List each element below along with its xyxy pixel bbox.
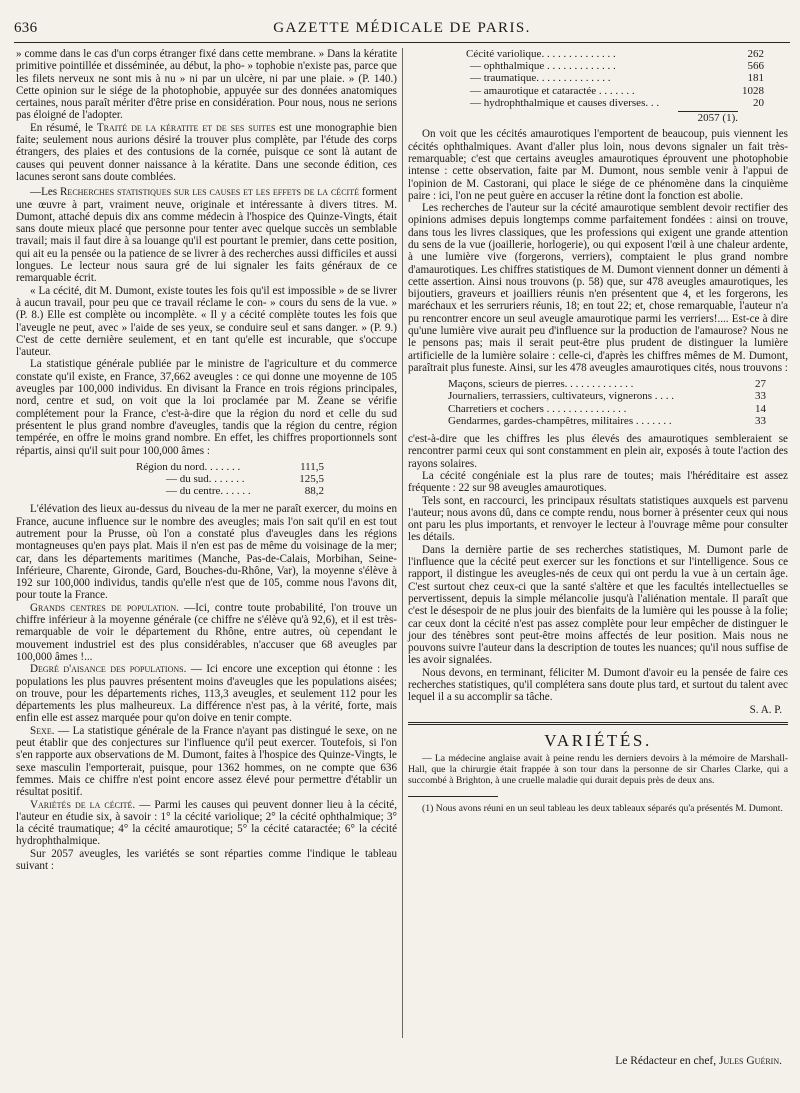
table-value: 181 <box>747 72 764 85</box>
page-number: 636 <box>14 20 38 36</box>
section-heading: Grands centres de population. <box>30 601 179 614</box>
table-label: Région du nord. . . . . . . <box>136 460 241 473</box>
book-title: Traité de la kératite et de ses suites <box>96 121 276 134</box>
page-header <box>14 20 790 43</box>
paragraph: Les recherches de l'auteur sur la cécité amaurotique semblent devoir rectifier des opinions admises depuis longtemps comme parfaitement fondées : ainsi on trouve, dans tous les livres classiques, que les professions qui exigent une grande attention du sens de la vue (joaillerie, horlogerie), ou qui exposent l'œil à une chaleur ardente, à une lumière vive (forgerons, verriers), comptaient le plus grand nombre d'amaurotiques. Les chiffres statistiques de M. Dumont viennent donner un démenti à cette assertion. Ainsi nous trouvons (p. 58) que, sur 478 aveugles amaurotiques, les bijoutiers, graveurs et joailliers réunis n'en présentent que 4, et les forgerons, les maréchaux et les serruriers réunis, 18; en tout 22; et, chose remarquable, l'auteur n'a pu rencontrer encore un seul aveugle amaurotique parmi les verriers!.... Est-ce à dire qu'une lumière vive aurait peu d'influence sur la production de l'amaurose? Nous ne le pensons pas; mais il serait peut-être plus prudent de distinguer la lumière artificielle de la lumière solaire : celle-ci, d'après les chiffres mêmes de M. Dumont, paraîtrait plus funeste. Ainsi, sur les 478 aveugles amaurotiques cités, nous trouvons : <box>408 202 788 374</box>
table-row <box>466 97 766 109</box>
paragraph: Sur 2057 aveugles, les variétés se sont réparties comme l'indique le tableau suivant : <box>16 847 397 873</box>
table-label: Cécité variolique. . . . . . . . . . . . . . <box>466 48 616 60</box>
footnote: (1) Nous avons réuni en un seul tableau les deux tableaux séparés qu'a présentés M. Dumont. <box>422 803 783 815</box>
table-label: Gendarmes, gardes-champêtres, militaires . . . . . . . <box>448 414 672 427</box>
paragraph <box>16 725 397 799</box>
section-heading: Variétés de la cécité. <box>30 798 136 811</box>
table-label: Maçons, scieurs de pierres. . . . . . . . . . . . . <box>448 378 634 391</box>
table-row <box>136 461 326 473</box>
text-run: — Ici encore une exception qui étonne : les populations les plus pauvres présentent moins d'aveugles que les populations aisées; on trouve, pour les départements riches, 113,3 aveugles, et seulement 112 pour les départements les plus malheureux. La différence n'est pas, à la vérité, forte, mais enfin elle est assez marquée pour qu'on doive en tenir compte. <box>16 663 398 725</box>
editor-name: Jules Guérin. <box>719 1055 782 1067</box>
table-row <box>448 415 768 427</box>
table-value: 262 <box>747 48 764 60</box>
table-label: — hydrophthalmique et causes diverses. . . <box>470 96 660 109</box>
table-value: 33 <box>755 414 766 427</box>
section-divider <box>408 722 788 725</box>
table-label: — du centre. . . . . . <box>166 485 251 498</box>
paragraph: On voit que les cécités amaurotiques l'emportent de beaucoup, puis viennent les cécités ophthalmiques. Avant d'aller plus loin, nous devons signaler un fait très-remarquable; c'est que certains aveugles amaurotiques éprouvent une photophobie intense : cette observation, faite par M. Dumont, nous semble venir à l'appui de l'opinion de M. Castorani, qui place le siége de ce phénomène dans la cinquième paire : ici, l'on ne peut guère en accuser la rétine dont la fonction est abolie. <box>408 128 788 202</box>
text-run: forment une œuvre à part, vraiment neuve, originale et intéressante à divers titres. M. Dumont, attaché depuis dix ans comme médecin à l'hospice des Quinze-Vingts, était sans doute mieux placé que personne pour tenter avec quelque succès un semblable travail; mais il faut dire à sa louange qu'il est pourtant le premier, dans cette position, qui ait eu la pensée ou la patience de se livrer à des recherches aussi difficiles et aussi longues. Le lecteur nous saura gré de lui signaler les faits généraux de ce remarquable écrit. <box>16 186 397 285</box>
paragraph: La cécité congéniale est la plus rare de toutes; mais l'héréditaire est assez fréquente : 22 sur 98 aveugles amaurotiques. <box>408 469 788 495</box>
table-total: 2057 (1). <box>678 111 738 124</box>
profession-table <box>448 378 768 427</box>
table-value: 88,2 <box>304 485 324 498</box>
paragraph: Nous devons, en terminant, féliciter M. Dumont d'avoir eu la pensée de faire ces recherches statistiques, qu'il complétera sans doute plus tard, et surtout du talent avec lequel il a su accomplir sa tâche. <box>408 666 788 704</box>
text-run: — Parmi les causes qui peuvent donner lieu à la cécité, l'auteur en étudie six, à savoir : 1° la cécité variolique; 2° la cécité ophthalmique; 3° la cécité traumatique; 4° la cécité amaurotique; 5° la cécité cataractée; 6° la cécité hydrophthalmique. <box>16 798 397 848</box>
table-value: 20 <box>753 96 764 109</box>
table-label: Charretiers et cochers . . . . . . . . . . . . . . . <box>448 402 627 415</box>
paragraph: L'élévation des lieux au-dessus du niveau de la mer ne paraît exercer, du moins en France, aucune influence sur le nombre des aveugles; mais l'on sait qu'il en est tout autrement pour la Prusse, où l'on a constaté plus d'aveugles dans les régions montagneuses qu'en pays plat. Mais il n'en est pas de même du voisinage de la mer; car, dans les départements maritimes (Manche, Pas-de-Calais, Morbihan, Seine-Inférieure, Charente, Gironde, Gard, Bouches-du-Rhône, Var), la moyenne s'élève à 192 sur 100,000 individus, tandis qu'elle n'est que de 105, comme nous l'avons dit, pour toute la France. <box>16 503 397 602</box>
editor-label: Le Rédacteur en chef, <box>615 1055 717 1067</box>
editor-credit <box>615 1055 782 1067</box>
paragraph <box>16 602 397 663</box>
variety-table <box>466 48 766 109</box>
table-row <box>448 378 768 390</box>
table-value: 111,5 <box>300 460 324 473</box>
paragraph <box>16 186 397 284</box>
paragraph <box>16 122 397 183</box>
right-column <box>408 48 788 814</box>
table-value: 125,5 <box>299 473 324 485</box>
table-row <box>136 485 326 497</box>
region-table <box>136 461 326 498</box>
table-label: — ophthalmique . . . . . . . . . . . . . <box>470 60 616 73</box>
paragraph: La statistique générale publiée par le ministre de l'agriculture et du commerce constate qu'il existe, en France, 37,662 aveugles : ce qui donne une moyenne de 105 aveugles par 100,000 individus. En divisant la France en trois régions principales, nord, centre et sud, on voit que la loi proclamée par M. Zeane se vérifie complétement pour la France, c'est-à-dire que la région du nord et celle du sud présentent le plus grand nombre d'aveugles, tandis que la région du centre, région tempérée, en offre le moins grand nombre. En effet, les chiffres proportionnels sont répartis, ainsi qu'il suit pour 100,000 âmes : <box>16 358 397 457</box>
text-run: est une monographie bien faite; seulement nous aurions désiré la trouver plus complète, par l'étude des corps étrangers, des plaies et des contusions de la cornée, puisque ce sont là autant de causes qui peuvent donner naissance à la kératite. Dans une seconde édition, ces lacunes seront sans doute comblées. <box>16 121 397 183</box>
section-heading: Degré d'aisance des populations. <box>30 663 187 676</box>
table-row <box>466 72 766 84</box>
book-title: Recherches statistiques sur les causes et les effets de la cécité <box>60 186 359 199</box>
table-row <box>448 403 768 415</box>
table-row <box>466 85 766 97</box>
table-value: 33 <box>755 390 766 403</box>
column-divider <box>402 48 403 1038</box>
paragraph: — La médecine anglaise avait à peine rendu les derniers devoirs à la mémoire de Marshall-Hall, que la chirurgie était frappée à son tour dans la personne de sir Charles Clarke, qui a succombé à Brighton, à une cruelle maladie qui durait depuis près de deux ans. <box>408 753 788 787</box>
table-value: 1028 <box>742 84 764 97</box>
text-run: —Les <box>30 186 61 199</box>
text-run: —Ici, contre toute probabilité, l'on trouve un chiffre inférieur à la moyenne générale (ce chiffre ne s'élève qu'à 92,6), et il est très-remarquable de voir le département du Rhône, entre autres, où cependant le mouvement industriel est des plus considérables, n'accuser que 68 aveugles par 100,000 âmes !... <box>16 601 397 663</box>
table-row <box>466 60 766 72</box>
table-label: Journaliers, terrassiers, cultivateurs, vignerons . . . . <box>448 390 675 403</box>
table-label: — amaurotique et cataractée . . . . . . . <box>470 84 635 97</box>
table-row <box>466 48 766 60</box>
footnote-divider <box>408 796 498 797</box>
left-column <box>16 48 397 872</box>
running-title: GAZETTE MÉDICALE DE PARIS. <box>273 20 531 36</box>
table-row <box>136 473 326 485</box>
table-value: 14 <box>755 402 766 415</box>
text-run: En résumé, le <box>30 121 97 134</box>
paragraph: Dans la dernière partie de ses recherches statistiques, M. Dumont parle de l'influence que la cécité peut exercer sur les fonctions et sur l'intelligence. Sous ce rapport, il distingue les aveugles-nés de ceux qui ont perdu la vue à un certain âge. C'est surtout chez ceux-ci que la santé s'altère et que les facultés intellectuelles se pervertissent, depuis la simple mélancolie jusqu'à l'aliénation mentale. Il paraît que c'est le désespoir de ne plus jouir des bienfaits de la lumière qui les pousse à la folie; car ceux dont la cécité n'est pas assez complète pour leur empêcher de distinguer le jour des ténèbres sont peut-être moins affectés de leur position. Mais nous ne pouvons suivre l'auteur dans la description de toutes les nuances; qu'il nous suffise de les avoir signalées. <box>408 543 788 667</box>
section-title: VARIÉTÉS. <box>544 730 652 750</box>
text-run: — La statistique générale de la France n'ayant pas distingué le sexe, on ne peut établir que des conjectures sur l'influence qu'il peut exercer. Toutefois, si l'on s'en rapporte aux observations de M. Dumont, faites à l'hospice des Quinze-Vingts, le sexe masculin l'emporterait, puisque, pour 1362 hommes, on ne compte que 636 femmes. Mais ce chiffre n'est point encore assez élevé pour permettre d'établir un résultat positif. <box>16 724 397 799</box>
article-signature: S. A. P. <box>749 703 782 716</box>
paragraph: Tels sont, en raccourci, les principaux résultats statistiques auxquels est parvenu l'auteur; nous avons dû, dans ce compte rendu, nous borner à présenter ceux qui nous ont paru les plus importants, et renvoyer le lecteur à l'ouvrage même pour consulter les détails. <box>408 494 788 544</box>
paragraph <box>16 663 397 724</box>
section-heading: Sexe. <box>30 724 55 737</box>
table-label: — traumatique. . . . . . . . . . . . . . <box>470 72 611 85</box>
paragraph <box>16 799 397 848</box>
table-value: 27 <box>755 378 766 391</box>
paragraph: c'est-à-dire que les chiffres les plus élevés des amaurotiques sembleraient se rencontrer parmi ceux qui sont constamment en plein air, exposés à toute l'action des rayons solaires. <box>408 433 788 470</box>
paragraph: » comme dans le cas d'un corps étranger fixé dans cette membrane. » Dans la kératite primitive pointillée et disséminée, au début, la pho- » tophobie n'existe pas, parce que les filets nerveux ne sont mis à nu » ni par un ulcère, ni par une plaie. » (P. 140.) Cette opinion sur le siége de la photophobie, appuyée sur des données anatomiques certaines, nous paraît mériter d'être prise en considération. Pour nous, nous ne serions pas éloigné de l'adopter. <box>16 48 397 122</box>
table-row <box>448 390 768 402</box>
table-label: — du sud. . . . . . . <box>166 473 245 485</box>
table-value: 566 <box>747 60 764 73</box>
paragraph: « La cécité, dit M. Dumont, existe toutes les fois qu'il est impossible » de se livrer à aucun travail, pour peu que ce travail réclame le con- » cours du sens de la vue. » (P. 8.) Elle est complète ou incomplète. « Il y a cécité complète toutes les fois que l'aveugle ne peut, avec » l'aide de ses yeux, se conduire seul et sans danger. » (P. 9.) C'est de cette dernière seulement, et en tant qu'elle est incurable, que s'occupe l'auteur. <box>16 284 397 359</box>
